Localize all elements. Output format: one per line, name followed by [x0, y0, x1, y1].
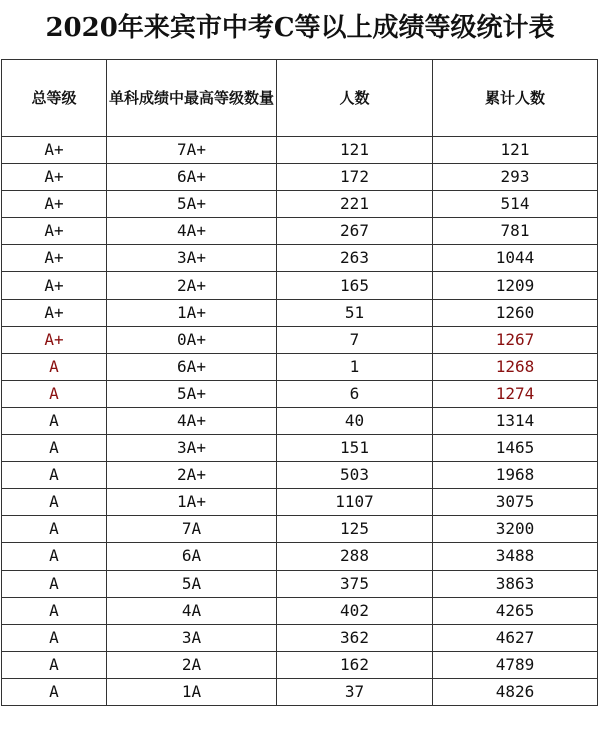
cell-total-grade: A+	[2, 164, 107, 191]
cell-cumulative: 4627	[433, 624, 598, 651]
cell-total-grade: A+	[2, 137, 107, 164]
cell-total-grade: A+	[2, 245, 107, 272]
header-cumulative: 累计人数	[433, 60, 598, 137]
page-title: 2020年来宾市中考C等以上成绩等级统计表	[45, 13, 555, 43]
cell-count: 165	[277, 272, 433, 299]
table-row	[2, 353, 598, 380]
cell-highest-grade-count: 3A+	[107, 435, 277, 462]
cell-cumulative: 1465	[433, 435, 598, 462]
cell-count: 1	[277, 353, 433, 380]
cell-total-grade: A	[2, 516, 107, 543]
cell-cumulative: 781	[433, 218, 598, 245]
cell-total-grade: A	[2, 651, 107, 678]
cell-total-grade: A	[2, 435, 107, 462]
cell-count: 51	[277, 299, 433, 326]
cell-cumulative: 514	[433, 191, 598, 218]
cell-cumulative: 293	[433, 164, 598, 191]
cell-total-grade: A	[2, 570, 107, 597]
cell-cumulative: 1968	[433, 462, 598, 489]
table-row	[2, 678, 598, 705]
cell-total-grade: A	[2, 407, 107, 434]
cell-cumulative: 4826	[433, 678, 598, 705]
cell-count: 172	[277, 164, 433, 191]
cell-highest-grade-count: 7A	[107, 516, 277, 543]
cell-highest-grade-count: 5A+	[107, 380, 277, 407]
cell-highest-grade-count: 5A	[107, 570, 277, 597]
table-row	[2, 435, 598, 462]
cell-cumulative: 3488	[433, 543, 598, 570]
table-row	[2, 272, 598, 299]
cell-count: 162	[277, 651, 433, 678]
cell-cumulative: 4789	[433, 651, 598, 678]
cell-total-grade: A	[2, 353, 107, 380]
table-row	[2, 407, 598, 434]
table-row	[2, 245, 598, 272]
cell-cumulative: 1314	[433, 407, 598, 434]
table-row	[2, 624, 598, 651]
cell-highest-grade-count: 7A+	[107, 137, 277, 164]
cell-highest-grade-count: 5A+	[107, 191, 277, 218]
cell-total-grade: A	[2, 489, 107, 516]
table-body	[2, 137, 598, 706]
cell-total-grade: A+	[2, 191, 107, 218]
header-highest-grade-count: 单科成绩中最高等级数量	[107, 60, 277, 137]
cell-highest-grade-count: 6A+	[107, 164, 277, 191]
cell-count: 7	[277, 326, 433, 353]
cell-count: 288	[277, 543, 433, 570]
cell-highest-grade-count: 2A+	[107, 462, 277, 489]
table-header-row	[2, 60, 598, 137]
cell-cumulative: 4265	[433, 597, 598, 624]
cell-count: 375	[277, 570, 433, 597]
cell-highest-grade-count: 2A+	[107, 272, 277, 299]
table-row	[2, 326, 598, 353]
cell-highest-grade-count: 4A+	[107, 218, 277, 245]
cell-cumulative: 3863	[433, 570, 598, 597]
cell-total-grade: A	[2, 380, 107, 407]
cell-highest-grade-count: 1A	[107, 678, 277, 705]
cell-count: 263	[277, 245, 433, 272]
cell-highest-grade-count: 0A+	[107, 326, 277, 353]
table-row	[2, 462, 598, 489]
cell-highest-grade-count: 4A	[107, 597, 277, 624]
header-count: 人数	[277, 60, 433, 137]
grade-statistics-table	[1, 59, 598, 706]
cell-count: 503	[277, 462, 433, 489]
cell-total-grade: A	[2, 597, 107, 624]
cell-count: 121	[277, 137, 433, 164]
table-row	[2, 299, 598, 326]
cell-highest-grade-count: 2A	[107, 651, 277, 678]
cell-count: 151	[277, 435, 433, 462]
cell-highest-grade-count: 6A	[107, 543, 277, 570]
table-row	[2, 137, 598, 164]
cell-total-grade: A	[2, 624, 107, 651]
cell-cumulative: 1260	[433, 299, 598, 326]
cell-cumulative: 1268	[433, 353, 598, 380]
cell-cumulative: 1209	[433, 272, 598, 299]
cell-count: 125	[277, 516, 433, 543]
table-row	[2, 380, 598, 407]
cell-total-grade: A	[2, 462, 107, 489]
cell-count: 37	[277, 678, 433, 705]
cell-cumulative: 1274	[433, 380, 598, 407]
cell-highest-grade-count: 1A+	[107, 299, 277, 326]
cell-count: 1107	[277, 489, 433, 516]
table-row	[2, 597, 598, 624]
cell-count: 40	[277, 407, 433, 434]
cell-highest-grade-count: 3A+	[107, 245, 277, 272]
cell-total-grade: A	[2, 678, 107, 705]
cell-total-grade: A+	[2, 272, 107, 299]
table-row	[2, 489, 598, 516]
cell-highest-grade-count: 3A	[107, 624, 277, 651]
cell-cumulative: 3075	[433, 489, 598, 516]
table-row	[2, 191, 598, 218]
cell-cumulative: 3200	[433, 516, 598, 543]
cell-total-grade: A+	[2, 326, 107, 353]
table-row	[2, 516, 598, 543]
cell-highest-grade-count: 1A+	[107, 489, 277, 516]
cell-count: 362	[277, 624, 433, 651]
table-row	[2, 543, 598, 570]
cell-cumulative: 121	[433, 137, 598, 164]
cell-count: 402	[277, 597, 433, 624]
cell-total-grade: A+	[2, 218, 107, 245]
cell-cumulative: 1267	[433, 326, 598, 353]
table-row	[2, 570, 598, 597]
table-row	[2, 218, 598, 245]
cell-count: 6	[277, 380, 433, 407]
cell-total-grade: A+	[2, 299, 107, 326]
cell-cumulative: 1044	[433, 245, 598, 272]
table-row	[2, 164, 598, 191]
table-row	[2, 651, 598, 678]
cell-highest-grade-count: 4A+	[107, 407, 277, 434]
cell-total-grade: A	[2, 543, 107, 570]
cell-highest-grade-count: 6A+	[107, 353, 277, 380]
header-total-grade: 总等级	[2, 60, 107, 137]
cell-count: 221	[277, 191, 433, 218]
cell-count: 267	[277, 218, 433, 245]
